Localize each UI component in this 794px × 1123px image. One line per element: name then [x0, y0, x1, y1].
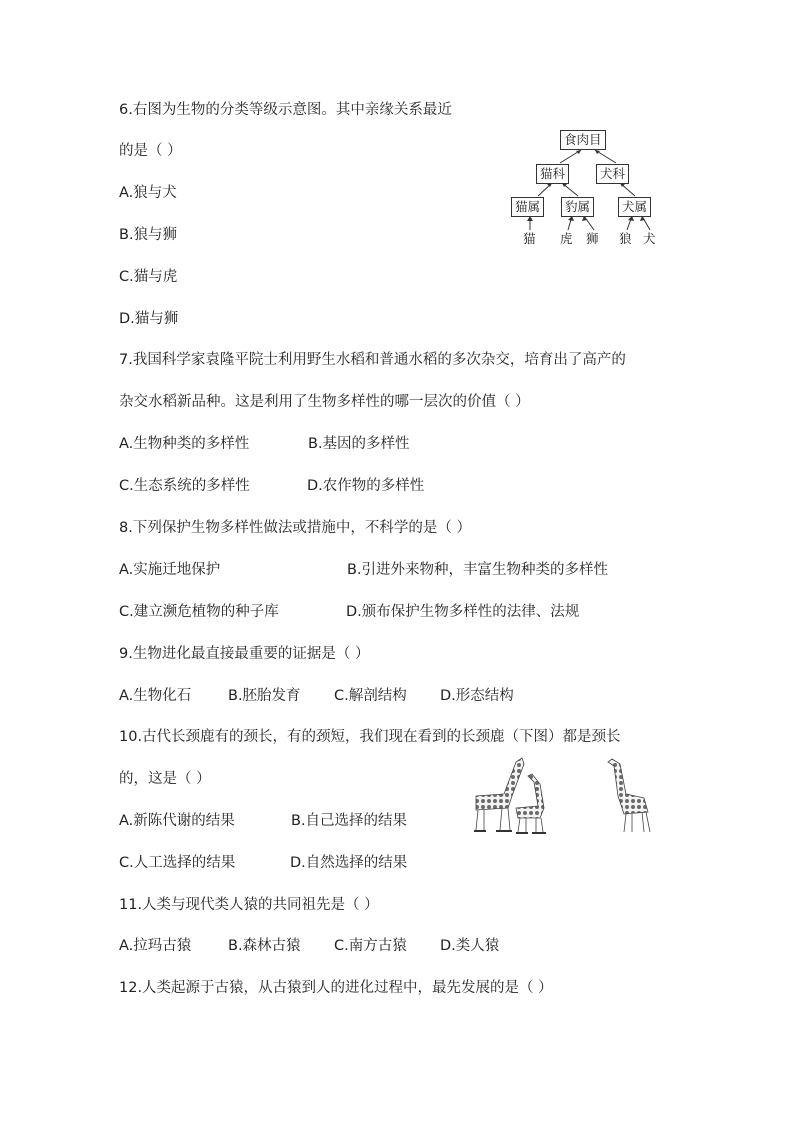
q7-option-c: C.生态系统的多样性: [119, 478, 250, 494]
q6-stem-line2: 的是（ ）: [119, 143, 182, 159]
q9-option-a: A.生物化石: [119, 688, 192, 704]
tree-node-genus-leopard: 豹属: [561, 197, 594, 217]
tree-animal-wolf: 狼: [619, 231, 632, 246]
q9-option-b: B.胚胎发育: [228, 688, 301, 704]
q8-option-d: D.颁布保护生物多样性的法律、法规: [346, 604, 580, 620]
q6-option-a: A.狼与犬: [119, 185, 177, 201]
q8-option-b: B.引进外来物种，丰富生物种类的多样性: [347, 562, 609, 578]
q9-option-d: D.形态结构: [440, 688, 514, 704]
q8-option-c: C.建立濒危植物的种子库: [119, 604, 279, 620]
tree-node-family-dog: 犬科: [596, 164, 629, 184]
q11-option-a: A.拉玛古猿: [119, 938, 192, 954]
q7-option-a: A.生物种类的多样性: [119, 436, 250, 452]
q7-option-d: D.农作物的多样性: [307, 478, 425, 494]
q11-option-b: B.森林古猿: [228, 938, 301, 954]
q10-stem-line1: 10.古代长颈鹿有的颈长，有的颈短，我们现在看到的长颈鹿（下图）都是颈长: [119, 729, 621, 745]
tree-animal-tiger: 虎: [560, 231, 573, 246]
q9-stem: 9.生物进化最直接最重要的证据是（ ）: [119, 646, 370, 662]
tree-animal-cat: 猫: [523, 231, 536, 246]
q6-option-c: C.猫与虎: [119, 269, 178, 285]
q6-stem-line1: 6.右图为生物的分类等级示意图。其中亲缘关系最近: [119, 102, 452, 118]
giraffe-young-icon: [516, 774, 544, 832]
q8-option-a: A.实施迁地保护: [119, 562, 221, 578]
q10-option-c: C.人工选择的结果: [119, 855, 236, 871]
q7-stem-line1: 7.我国科学家袁隆平院士利用野生水稻和普通水稻的多次杂交，培育出了高产的: [119, 352, 626, 368]
classification-tree-diagram: [508, 126, 678, 250]
q9-option-c: C.解剖结构: [334, 688, 407, 704]
q11-option-c: C.南方古猿: [334, 938, 407, 954]
giraffe-illustration: [468, 756, 668, 840]
tree-animal-lion: 狮: [586, 231, 599, 246]
q10-option-b: B.自己选择的结果: [291, 813, 408, 829]
ground-marks-icon: [474, 830, 546, 834]
q7-stem-line2: 杂交水稻新品种。这是利用了生物多样性的哪一层次的价值（ ）: [119, 394, 530, 410]
q6-option-b: B.狼与狮: [119, 227, 178, 243]
tree-node-genus-cat: 猫属: [511, 197, 544, 217]
tree-animal-dog: 犬: [643, 231, 656, 246]
q10-stem-line2: 的，这是（ ）: [119, 771, 211, 787]
q11-option-d: D.类人猿: [440, 938, 500, 954]
q10-option-a: A.新陈代谢的结果: [119, 813, 235, 829]
q12-stem: 12.人类起源于古猿，从古猿到人的进化过程中，最先发展的是（ ）: [119, 980, 553, 996]
tree-node-order: 食肉目: [560, 130, 606, 150]
q10-option-d: D.自然选择的结果: [290, 855, 408, 871]
giraffe-standing-icon: [608, 759, 650, 832]
q7-option-b: B.基因的多样性: [308, 436, 410, 452]
q8-stem: 8.下列保护生物多样性做法或措施中，不科学的是（ ）: [119, 520, 471, 536]
q6-option-d: D.猫与狮: [119, 311, 179, 327]
q11-stem: 11.人类与现代类人猿的共同祖先是（ ）: [119, 897, 379, 913]
tree-node-genus-dog: 犬属: [618, 197, 651, 217]
giraffe-adult-icon: [476, 758, 524, 830]
tree-node-family-cat: 猫科: [536, 164, 569, 184]
